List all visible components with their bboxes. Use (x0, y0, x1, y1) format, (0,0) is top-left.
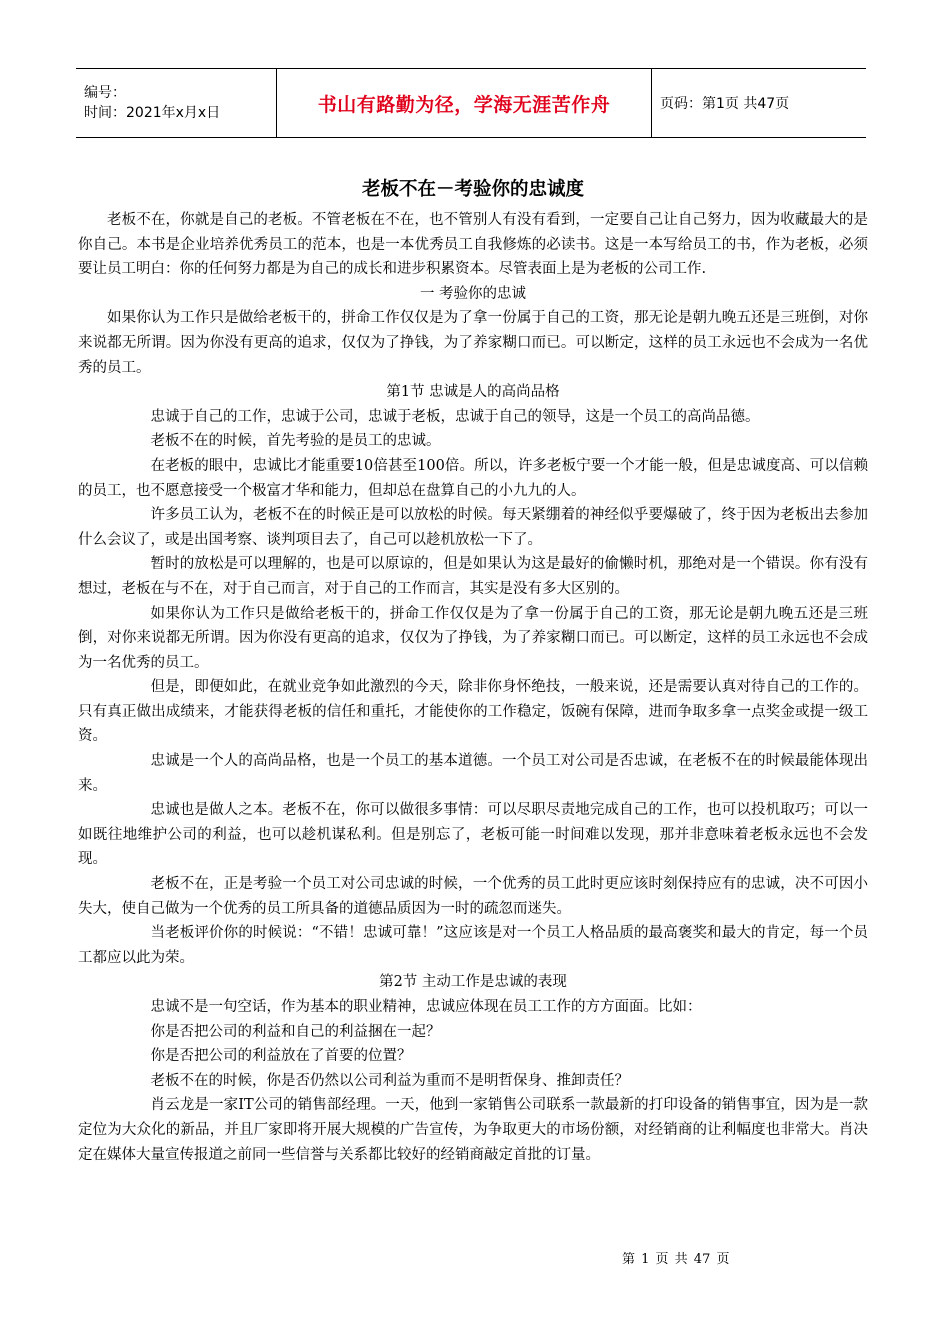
header-page-cell (652, 69, 866, 137)
paragraph: 老板不在的时候，你是否仍然以公司利益为重而不是明哲保身、推卸责任？ (150, 1072, 629, 1089)
paragraph: 你是否把公司的利益放在了首要的位置？ (150, 1048, 412, 1065)
document-title: 老板不在－考验你的忠诚度 (361, 179, 584, 200)
page-info: 页码：第1页 共47页 (660, 96, 790, 112)
document-body (78, 178, 868, 1167)
section-heading: 第2节 主动工作是忠诚的表现 (379, 974, 567, 991)
paragraph: 如果你认为工作只是做给老板干的，拼命工作仅仅是为了拿一份属于自己的工资，那无论是朝九晚五还是三班倒，对你来说都无所谓。因为你没有更高的追求，仅仅为了挣钱，为了养家糊口而已。可以断定，这样的员工永远也不会成为一名优秀的员工。 (78, 605, 868, 671)
motto-text: 书山有路勤为径，学海无涯苦作舟 (317, 93, 611, 116)
header-left-cell (76, 69, 277, 137)
paragraph: 当老板评价你的时候说：“不错！忠诚可靠！”这应该是对一个员工人格品质的最高褒奖和最大的肯定，每一个员工都应以此为荣。 (78, 925, 868, 966)
page-footer: 第 1 页 共 47 页 (622, 1252, 730, 1267)
section-heading: 一 考验你的忠诚 (419, 285, 527, 302)
paragraph: 但是，即便如此，在就业竞争如此激烈的今天，除非你身怀绝技，一般来说，还是需要认真对待自己的工作的。只有真正做出成绩来，才能获得老板的信任和重托，才能使你的工作稳定，饭碗有保障，进而争取多拿一点奖金或提一级工资。 (78, 679, 868, 745)
paragraph: 忠诚也是做人之本。老板不在，你可以做很多事情：可以尽职尽责地完成自己的工作，也可以投机取巧；可以一如既往地维护公司的利益，也可以趁机谋私利。但是别忘了，老板可能一时间难以发现，那并非意味着老板永远也不会发现。 (78, 802, 868, 868)
section-heading: 第1节 忠诚是人的高尚品格 (386, 384, 560, 401)
paragraph: 如果你认为工作只是做给老板干的，拼命工作仅仅是为了拿一份属于自己的工资，那无论是朝九晚五还是三班倒，对你来说都无所谓。因为你没有更高的追求，仅仅为了挣钱，为了养家糊口而已。可以断定，这样的员工永远也不会成为一名优秀的员工。 (78, 310, 868, 376)
paragraph: 忠诚于自己的工作，忠诚于公司，忠诚于老板，忠诚于自己的领导，这是一个员工的高尚品德。 (150, 408, 760, 425)
paragraph: 你是否把公司的利益和自己的利益捆在一起？ (150, 1023, 441, 1040)
paragraph: 忠诚不是一句空话，作为基本的职业精神，忠诚应体现在员工工作的方方面面。比如： (150, 999, 702, 1015)
paragraph-list (78, 208, 868, 1167)
header-motto-cell (277, 69, 652, 137)
paragraph: 老板不在，你就是自己的老板。不管老板在不在，也不管别人有没有看到，一定要自己让自己努力，因为收藏最大的是你自己。本书是企业培养优秀员工的范本，也是一本优秀员工自我修炼的必读书。这是一本写给员工的书，作为老板，必须要让员工明白：你的任何努力都是为自己的成长和进步积累资本。尽管表面上是为老板的公司工作. (78, 212, 868, 278)
paragraph: 老板不在的时候，首先考验的是员工的忠诚。 (150, 433, 441, 450)
time-label: 时间：2021年x月x日 (84, 105, 221, 121)
paragraph: 忠诚是一个人的高尚品格，也是一个员工的基本道德。一个员工对公司是否忠诚，在老板不在的时候最能体现出来。 (78, 753, 868, 794)
paragraph: 许多员工认为，老板不在的时候正是可以放松的时候。每天紧绷着的神经似乎要爆破了，终于因为老板出去参加什么会议了，或是出国考察、谈判项目去了，自己可以趁机放松一下了。 (78, 507, 868, 548)
paragraph: 暂时的放松是可以理解的，也是可以原谅的，但是如果认为这是最好的偷懒时机，那绝对是一个错误。你有没有想过，老板在与不在，对于自己而言，对于自己的工作而言，其实是没有多大区别的。 (78, 556, 868, 597)
paragraph: 在老板的眼中，忠诚比才能重要10倍甚至100倍。所以，许多老板宁要一个才能一般，但是忠诚度高、可以信赖的员工，也不愿意接受一个极富才华和能力，但却总在盘算自己的小九九的人。 (78, 457, 868, 499)
paragraph: 老板不在，正是考验一个员工对公司忠诚的时候，一个优秀的员工此时更应该时刻保持应有的忠诚，决不可因小失大，使自己做为一个优秀的员工所具备的道德品质因为一时的疏忽而迷失。 (78, 876, 868, 917)
number-label: 编号： (84, 85, 126, 101)
document-header (76, 68, 866, 138)
paragraph: 肖云龙是一家IT公司的销售部经理。一天，他到一家销售公司联系一款最新的打印设备的销售事宜，因为是一款定位为大众化的新品，并且厂家即将开展大规模的广告宣传，为争取更大的市场份额，对经销商的让利幅度也非常大。肖决定在媒体大量宣传报道之前同一些信誉与关系都比较好的经销商敲定首批的订量。 (78, 1097, 868, 1163)
